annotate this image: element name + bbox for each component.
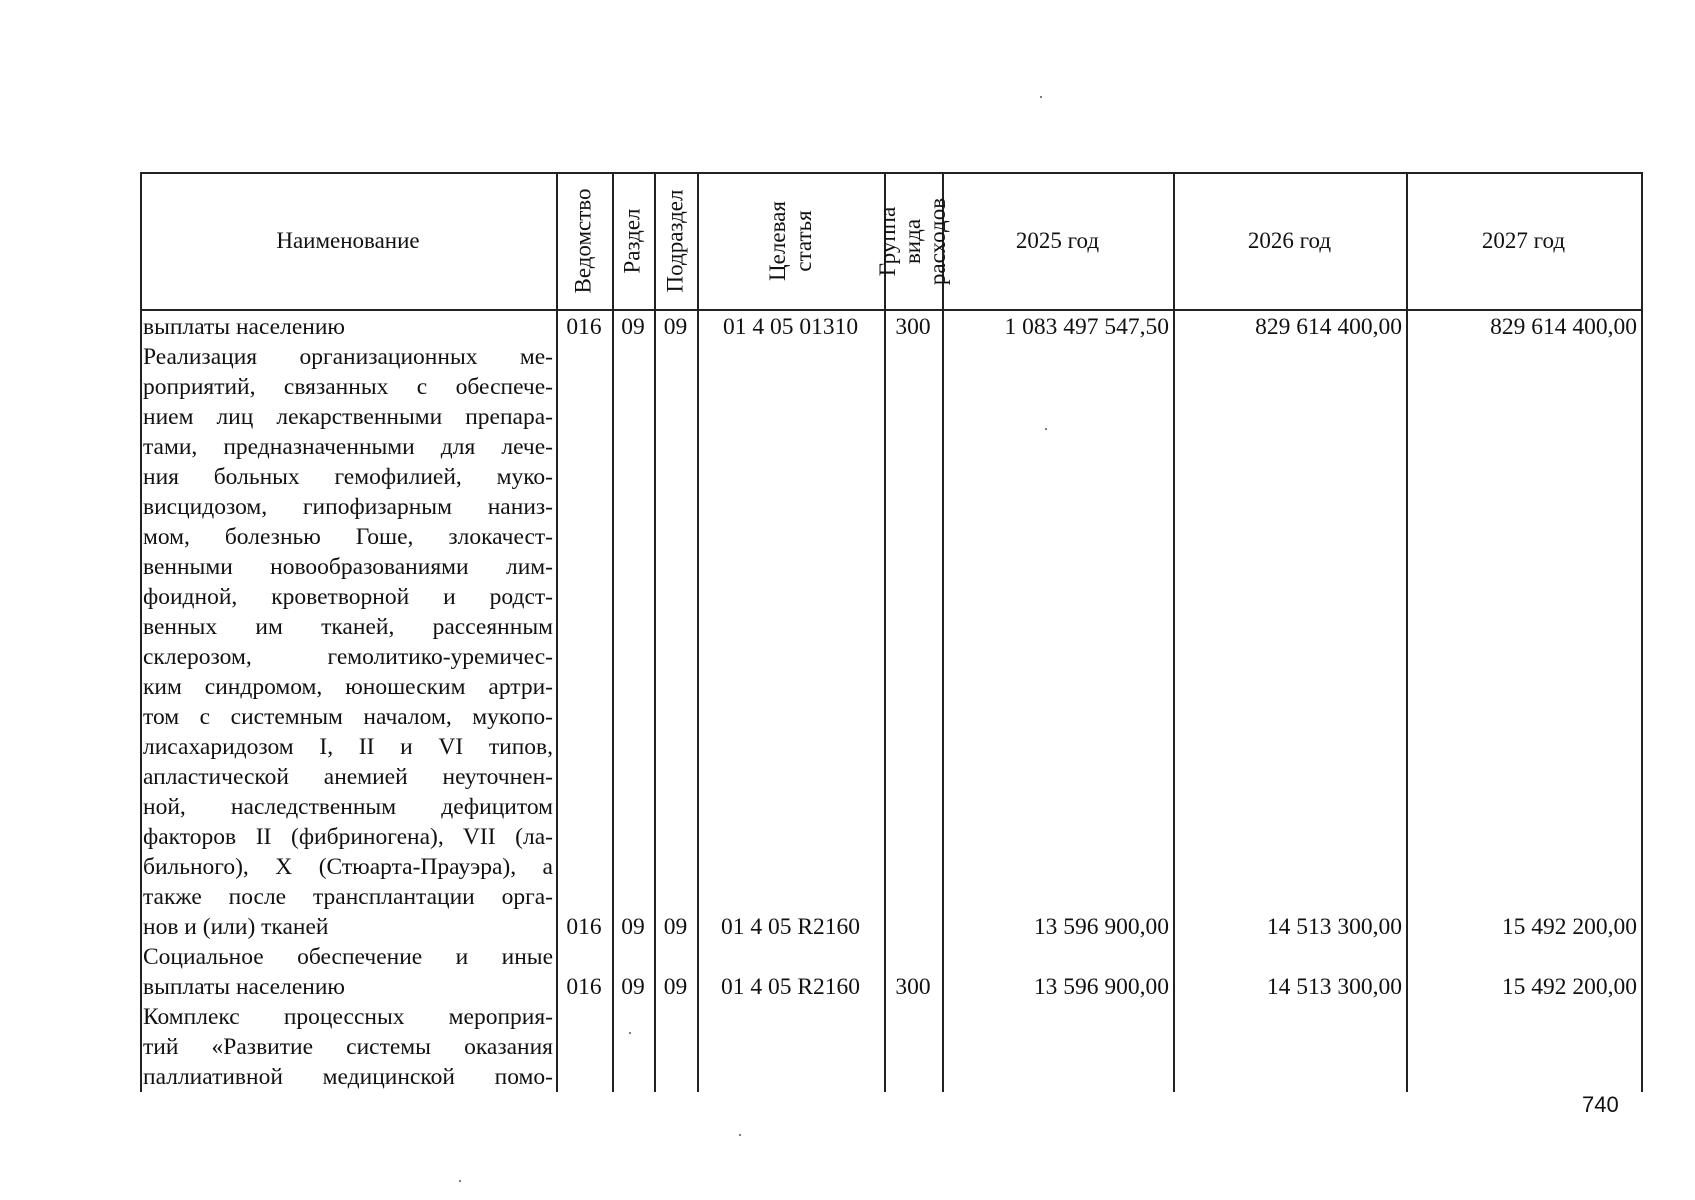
row3-2025: 13 596 900,00 <box>1033 974 1169 1000</box>
row1-section: 09 <box>621 314 645 340</box>
row4-name-line: паллиативной медицинской помо- <box>143 1064 553 1090</box>
row3-exp-group: 300 <box>895 974 931 1000</box>
col-border <box>612 172 614 1092</box>
header-2027 <box>1406 172 1641 310</box>
row2-subsection: 09 <box>663 914 688 940</box>
row2-name-line: тами, предназначенными для лече- <box>143 434 553 460</box>
page-number: 740 <box>1582 1092 1619 1117</box>
row2-name-line: ной, наследственным дефицитом <box>143 794 553 820</box>
budget-table <box>140 172 1643 1092</box>
row2-name-line: ния больных гемофилией, муко- <box>143 464 553 490</box>
row2-dept: 016 <box>566 914 602 940</box>
header-2026-text: 2026 год <box>1247 228 1332 253</box>
header-exp-group <box>875 172 951 310</box>
scan-speck <box>1040 96 1042 98</box>
row3-2026: 14 513 300,00 <box>1266 974 1402 1000</box>
header-subsection-text: Подраздел <box>662 189 688 293</box>
row2-name-line: лисахаридозом I, II и VI типов, <box>143 734 553 760</box>
row2-name-line: венных им тканей, рассеянным <box>143 614 553 640</box>
row1-dept: 016 <box>566 314 602 340</box>
row1-exp-group: 300 <box>895 314 931 340</box>
row2-name-line: апластической анемией неуточнен- <box>143 764 553 790</box>
row3-name-line: выплаты населению <box>143 974 345 1000</box>
row2-target: 01 4 05 R2160 <box>720 914 861 940</box>
header-section-text: Раздел <box>620 208 645 274</box>
row2-name-line: висцидозом, гипофизарным наниз- <box>143 494 553 520</box>
header-2025 <box>942 172 1173 310</box>
row2-name-line: также после трансплантации орга- <box>143 884 553 910</box>
row2-name-line: венными новообразованиями лим- <box>143 554 553 580</box>
col-border <box>1406 172 1408 1092</box>
row2-name-line: Реализация организационных ме- <box>143 344 553 370</box>
row2-name-line: нием лиц лекарственными препара- <box>143 404 553 430</box>
row1-subsection: 09 <box>663 314 688 340</box>
header-name <box>140 172 556 310</box>
row3-name-line: Социальное обеспечение и иные <box>143 944 553 970</box>
row1-2027: 829 614 400,00 <box>1490 314 1637 340</box>
row1-2026: 829 614 400,00 <box>1255 314 1402 340</box>
header-dept-text: Ведомство <box>571 188 596 294</box>
row2-name-line: факторов II (фибриногена), VII (ла- <box>143 824 553 850</box>
header-dept <box>556 172 612 310</box>
header-2025-text: 2025 год <box>1015 228 1100 253</box>
row2-name-line: бильного), X (Стюарта-Прауэра), а <box>143 854 553 880</box>
header-name-text: Наименование <box>276 228 420 253</box>
row4-name-line: Комплекс процессных мероприя- <box>143 1004 553 1030</box>
col-border <box>654 172 656 1092</box>
header-target <box>697 172 884 310</box>
col-border <box>556 172 558 1092</box>
row2-2025: 13 596 900,00 <box>1033 914 1169 940</box>
row2-name-line: склерозом, гемолитико-уремичес- <box>143 644 553 670</box>
header-2026 <box>1173 172 1406 310</box>
header-exp-group-text: Группа вида расходов <box>875 197 951 285</box>
row2-name-line: мом, болезнью Гоше, злокачест- <box>143 524 553 550</box>
row2-2027: 15 492 200,00 <box>1501 914 1637 940</box>
row1-target: 01 4 05 01310 <box>722 314 859 340</box>
col-border <box>1173 172 1175 1092</box>
col-border <box>1641 172 1643 1092</box>
scan-speck <box>739 1134 741 1136</box>
row1-name: выплаты населению <box>143 314 345 340</box>
col-border <box>697 172 699 1092</box>
header-subsection <box>654 172 697 310</box>
row2-name-line: том с системным началом, мукопо- <box>143 704 553 730</box>
header-section <box>612 172 654 310</box>
row3-section: 09 <box>621 974 645 1000</box>
row3-2027: 15 492 200,00 <box>1501 974 1637 1000</box>
row2-section: 09 <box>621 914 645 940</box>
col-border <box>140 172 142 1092</box>
header-target-text: Целевая статья <box>764 201 816 281</box>
col-border <box>884 172 886 1092</box>
row3-subsection: 09 <box>663 974 688 1000</box>
row3-target: 01 4 05 R2160 <box>720 974 861 1000</box>
scan-speck <box>459 1180 461 1182</box>
col-border <box>942 172 944 1092</box>
row2-2026: 14 513 300,00 <box>1266 914 1402 940</box>
row4-name-line: тий «Развитие системы оказания <box>143 1034 553 1060</box>
row2-name-line: фоидной, кроветворной и родст- <box>143 584 553 610</box>
scan-speck <box>1045 428 1047 430</box>
row2-name-line: ким синдромом, юношеским артри- <box>143 674 553 700</box>
row3-dept: 016 <box>566 974 602 1000</box>
header-2027-text: 2027 год <box>1481 228 1566 253</box>
row2-name-line: нов и (или) тканей <box>143 914 329 940</box>
row1-2025: 1 083 497 547,50 <box>1004 314 1169 340</box>
row2-name-line: роприятий, связанных с обеспече- <box>143 374 553 400</box>
scan-speck <box>629 1032 631 1034</box>
